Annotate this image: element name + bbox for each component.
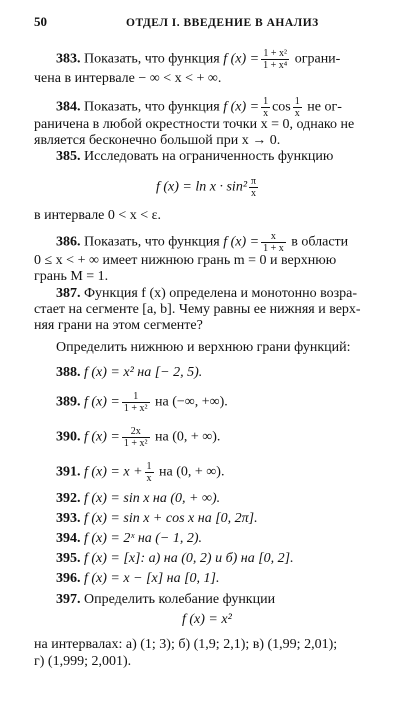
fraction: $\frac{1}{x}$ (294, 96, 300, 119)
problem-384-line-1: 384. Показать, что функция f (x) = $\frac{1}{x}$ cos $\frac{1}{x}$ не ог- (56, 96, 342, 119)
problem-387-line-2: стает на сегменте [a, b]. Чему равны ее нижняя и верх- (34, 302, 361, 317)
section-intro: Определить нижнюю и верхнюю грани функций: (56, 340, 351, 355)
problem-number: 393. (56, 511, 81, 526)
fraction: $\frac{1}{\text{1 + x²}}$ (123, 391, 148, 414)
fraction: $\frac{\text{1 + x²}}{\text{1 + x⁴}}$ (263, 48, 288, 71)
problem-386-line-3: грань M = 1. (34, 269, 109, 284)
problem-383-line-1: 383. Показать, что функция f (x) = $\frac{\text{1 + x²}}{\text{1 + x⁴}}$ ограни- (56, 48, 341, 71)
problem-number: 389. (56, 394, 81, 410)
problem-385-formula: f (x) = ln x · sin² $\frac{\pi}{x}$ (156, 176, 257, 199)
problem-393: 393. f (x) = sin x + cos x на [0, 2π]. (56, 511, 258, 526)
problem-388: 388. f (x) = x² на [− 2, 5). (56, 365, 203, 380)
problem-389: 389. f (x) = $\frac{1}{\text{1 + x²}}$ на (−∞, +∞). (56, 391, 228, 414)
problem-390: 390. f (x) = $\frac{2x}{\text{1 + x²}}$ на (0, + ∞). (56, 426, 221, 449)
problem-number: 397. (56, 592, 81, 607)
fraction: $\frac{2x}{\text{1 + x²}}$ (123, 426, 148, 449)
fraction: $\frac{\pi}{x}$ (251, 176, 257, 199)
problem-394: 394. f (x) = 2ˣ на (− 1, 2). (56, 531, 203, 546)
problem-number: 391. (56, 464, 81, 480)
problem-387-line-3: няя грани на этом сегменте? (34, 318, 203, 333)
problem-number: 394. (56, 531, 81, 546)
problem-397-line-3: г) (1,999; 2,001). (34, 654, 132, 669)
problem-397-formula: f (x) = x² (182, 612, 232, 627)
problem-number: 386. (56, 234, 81, 250)
problem-385-line-1: 385. Исследовать на ограниченность функцию (56, 149, 334, 164)
problem-397-line-2: на интервалах: а) (1; 3); б) (1,9; 2,1); в) (1,99; 2,01); (34, 637, 338, 652)
fraction: $\frac{1}{x}$ (263, 96, 269, 119)
problem-391: 391. f (x) = x + $\frac{1}{x}$ на (0, + ∞). (56, 461, 225, 484)
problem-number: 387. (56, 286, 81, 301)
problem-392: 392. f (x) = sin x на (0, + ∞). (56, 491, 221, 506)
problem-385-line-2: в интервале 0 < x < ε. (34, 208, 162, 223)
problem-396: 396. f (x) = x − [x] на [0, 1]. (56, 571, 220, 586)
problem-number: 383. (56, 51, 81, 67)
page-number: 50 (34, 14, 47, 29)
problem-397-line-1: 397. Определить колебание функции (56, 592, 276, 607)
problem-387-line-1: 387. Функция f (x) определена и монотонно возра- (56, 286, 358, 301)
problem-384-line-3: является бесконечно большой при x → 0. (34, 133, 281, 148)
problem-number: 390. (56, 429, 81, 445)
problem-386-line-2: 0 ≤ x < + ∞ имеет нижнюю грань m = 0 и верхнюю (34, 253, 337, 268)
problem-395: 395. f (x) = [x]: а) на (0, 2) и б) на [0, 2]. (56, 551, 294, 566)
problem-384-line-2: раничена в любой окрестности точки x = 0, однако не (34, 117, 355, 132)
problem-number: 392. (56, 491, 81, 506)
problem-386-line-1: 386. Показать, что функция f (x) = $\frac{x}{1 + x}$ в области (56, 231, 349, 254)
problem-number: 388. (56, 365, 81, 380)
problem-383-line-2: чена в интервале − ∞ < x < + ∞. (34, 71, 222, 86)
problem-number: 395. (56, 551, 81, 566)
running-header: ОТДЕЛ I. ВВЕДЕНИЕ В АНАЛИЗ (126, 17, 319, 29)
fraction: $\frac{x}{1 + x}$ (263, 231, 284, 254)
problem-number: 384. (56, 99, 81, 115)
problem-number: 396. (56, 571, 81, 586)
problem-number: 385. (56, 149, 81, 164)
fraction: $\frac{1}{x}$ (146, 461, 152, 484)
